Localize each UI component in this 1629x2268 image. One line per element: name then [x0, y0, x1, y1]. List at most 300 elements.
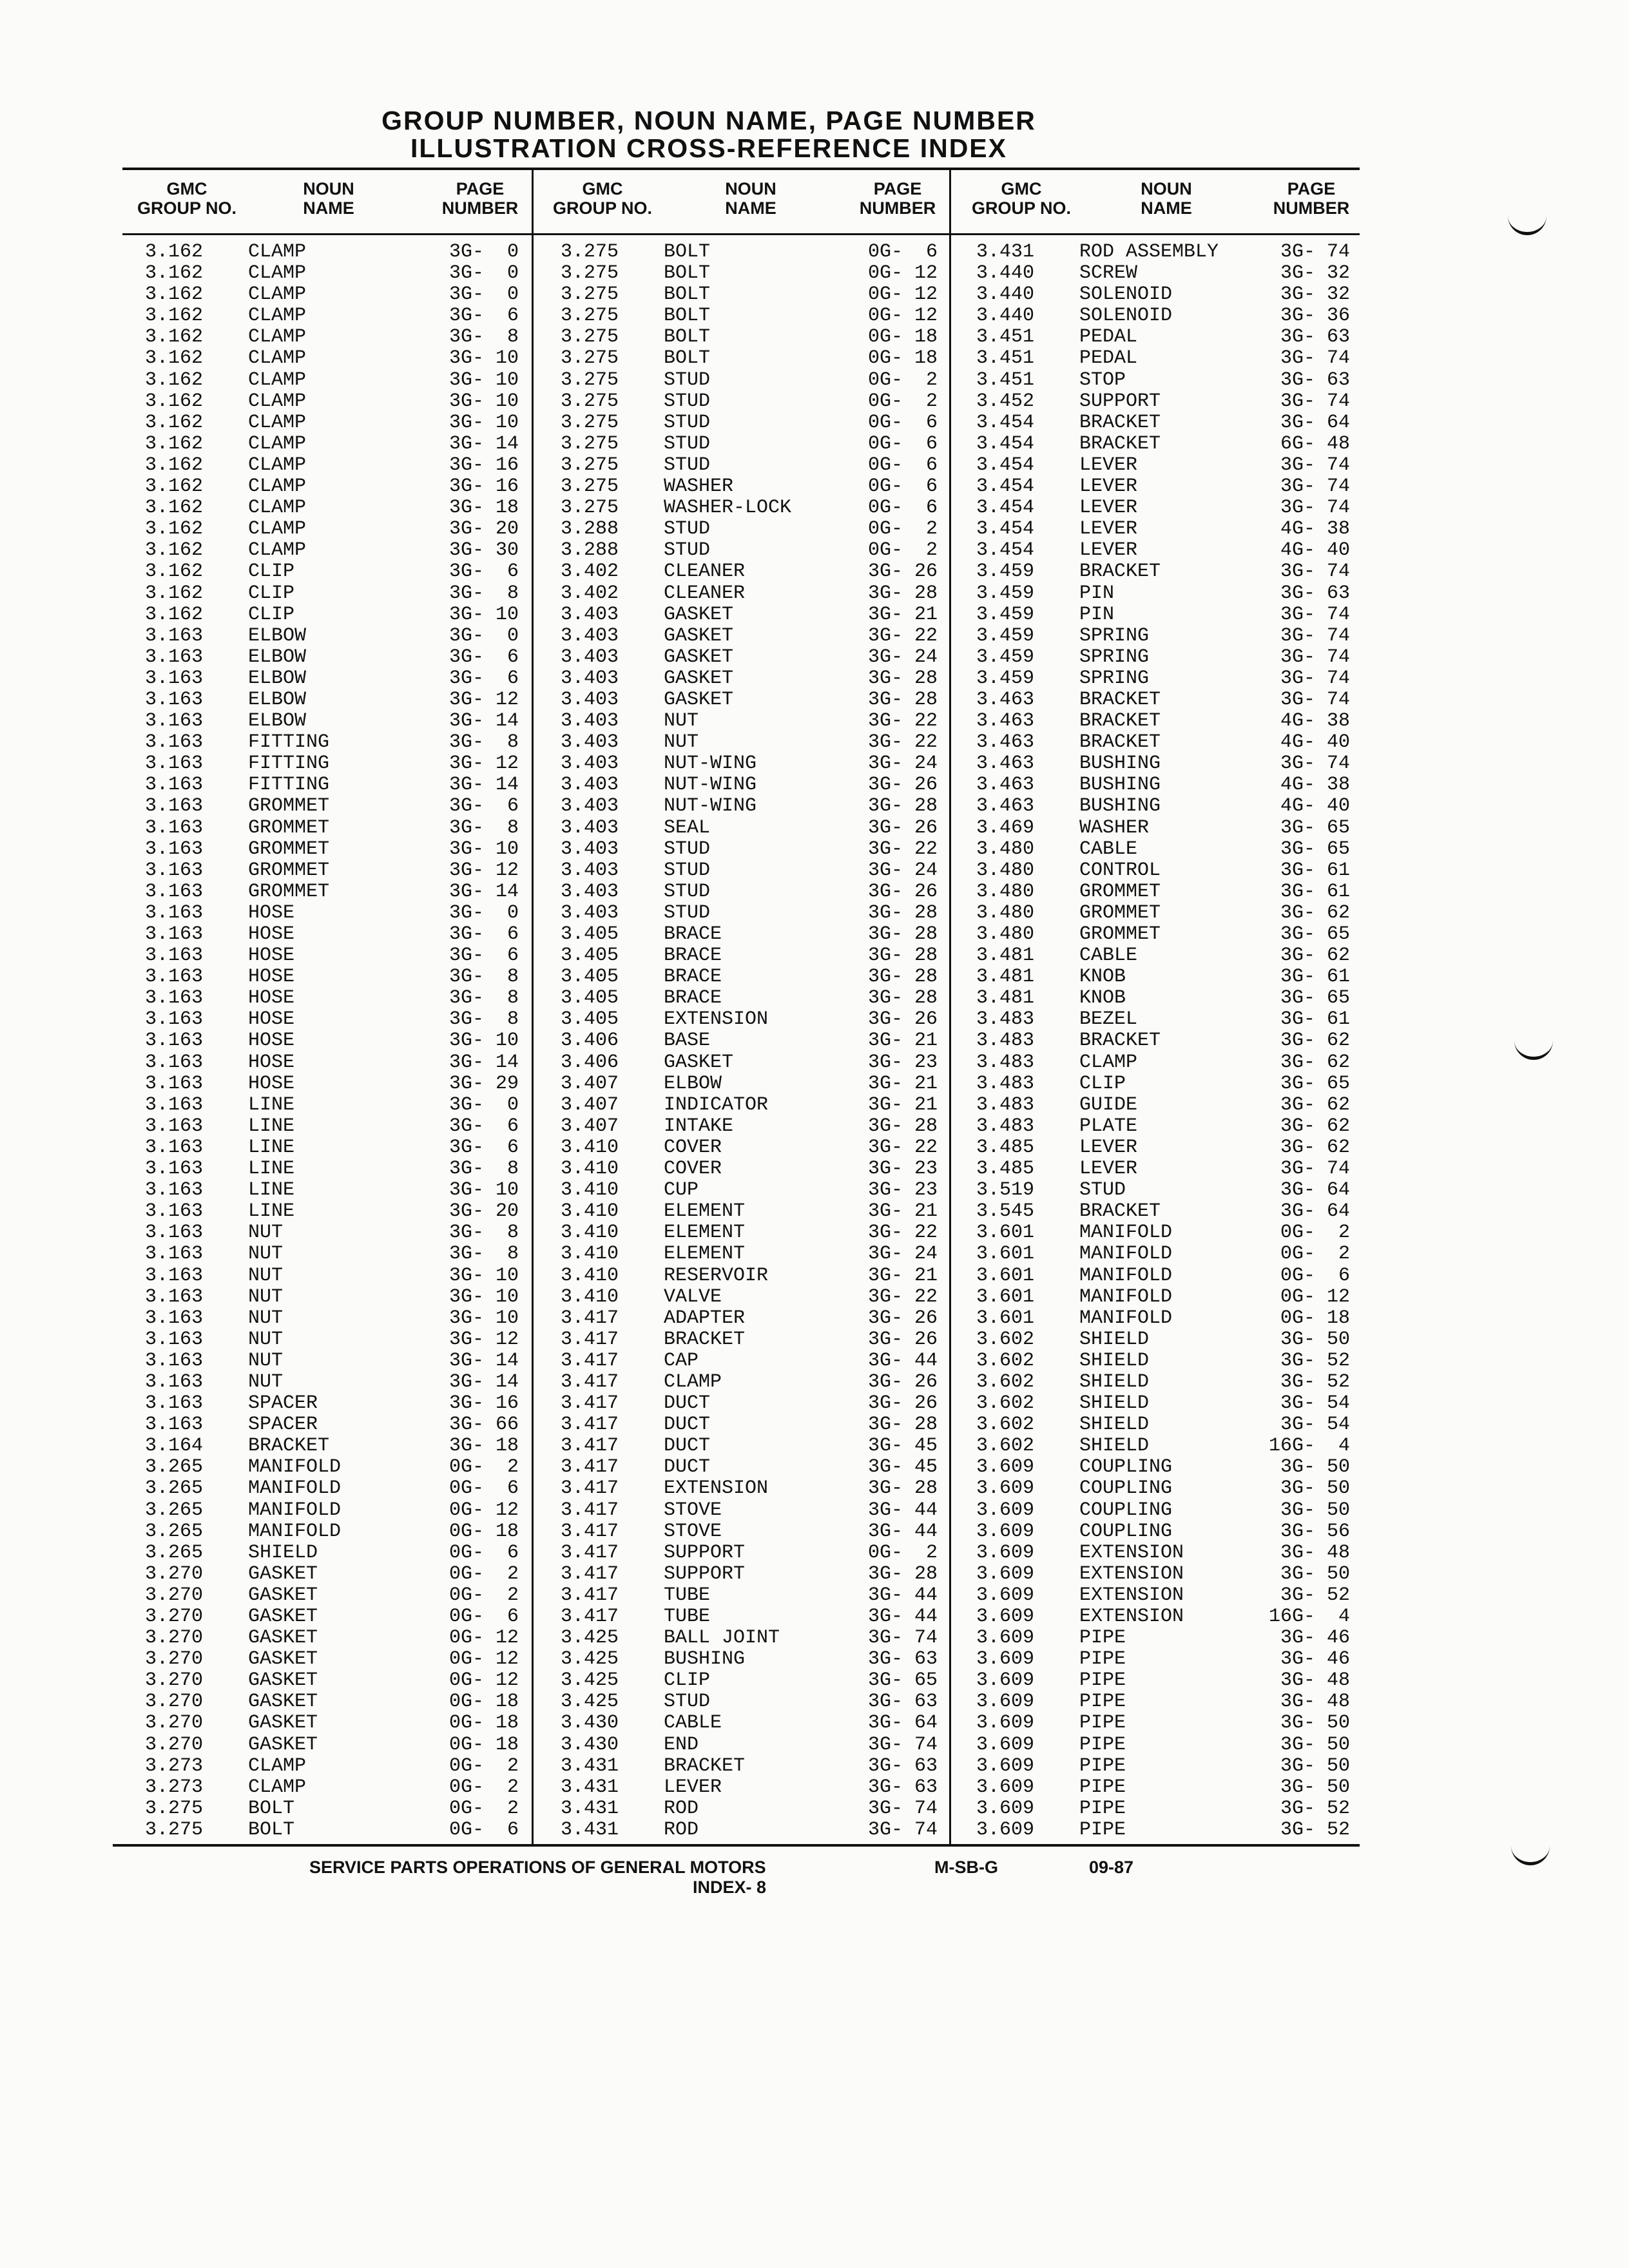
header-noun-name: NOUN NAME — [1141, 179, 1192, 218]
noun-name: STOP — [1079, 369, 1126, 391]
index-row — [145, 1222, 519, 1244]
noun-name: CLAMP — [248, 518, 307, 541]
index-row — [145, 370, 519, 391]
group-number: 3.440 — [976, 262, 1035, 285]
index-row — [976, 561, 1350, 582]
noun-name: LEVER — [1079, 539, 1138, 562]
group-number: 3.410 — [561, 1243, 619, 1265]
page-number: 3G- 61 — [1280, 966, 1350, 988]
page-number: 0G- 6 — [867, 476, 938, 498]
index-row — [561, 988, 938, 1009]
group-number: 3.163 — [145, 1008, 204, 1031]
index-row — [976, 348, 1350, 369]
group-number: 3.481 — [976, 966, 1035, 988]
noun-name: MANIFOLD — [248, 1456, 342, 1479]
noun-name: BOLT — [664, 305, 711, 327]
noun-name: GASKET — [664, 646, 734, 668]
index-row — [976, 924, 1350, 945]
page-number: 3G- 65 — [1280, 923, 1350, 945]
noun-name: LEVER — [1079, 476, 1138, 498]
group-number: 3.403 — [561, 688, 619, 711]
noun-name: ELEMENT — [664, 1243, 746, 1265]
page-number: 3G- 10 — [448, 1179, 519, 1202]
page-number: 3G- 26 — [867, 1008, 938, 1031]
page-number: 3G- 14 — [448, 880, 519, 903]
noun-name: HOSE — [248, 1008, 295, 1031]
noun-name: STUD — [664, 859, 711, 881]
page-number: 3G- 54 — [1280, 1392, 1350, 1415]
group-number: 3.417 — [561, 1456, 619, 1479]
group-number: 3.451 — [976, 347, 1035, 370]
index-row — [976, 1542, 1350, 1564]
index-row — [561, 1628, 938, 1649]
page-number: 0G- 6 — [448, 1606, 519, 1628]
noun-name: PIPE — [1079, 1754, 1126, 1777]
index-row — [976, 945, 1350, 966]
index-row — [145, 966, 519, 988]
index-row — [976, 412, 1350, 434]
noun-name: LINE — [248, 1093, 295, 1116]
group-number: 3.162 — [145, 476, 204, 498]
noun-name: COVER — [664, 1136, 722, 1158]
group-number: 3.163 — [145, 1158, 204, 1180]
index-row — [561, 860, 938, 881]
page-number: 0G- 18 — [1280, 1307, 1350, 1329]
noun-name: NUT — [248, 1222, 284, 1244]
index-row — [976, 1030, 1350, 1052]
noun-name: SHIELD — [1079, 1414, 1150, 1436]
group-number: 3.454 — [976, 476, 1035, 498]
group-number: 3.162 — [145, 454, 204, 476]
page-number: 4G- 38 — [1280, 774, 1350, 796]
index-row — [976, 966, 1350, 988]
group-number: 3.417 — [561, 1307, 619, 1329]
noun-name: COUPLING — [1079, 1477, 1173, 1500]
group-number: 3.459 — [976, 603, 1035, 626]
index-row — [976, 753, 1350, 774]
noun-name: PIPE — [1079, 1691, 1126, 1713]
noun-name: PEDAL — [1079, 326, 1138, 349]
noun-name: INTAKE — [664, 1115, 734, 1137]
group-number: 3.609 — [976, 1606, 1035, 1628]
page-number: 3G- 74 — [1280, 667, 1350, 689]
noun-name: BOLT — [664, 347, 711, 370]
group-number: 3.425 — [561, 1648, 619, 1671]
group-number: 3.163 — [145, 624, 204, 647]
index-row — [976, 1713, 1350, 1734]
group-number: 3.163 — [145, 795, 204, 818]
group-number: 3.270 — [145, 1669, 204, 1692]
index-row — [145, 412, 519, 434]
page-number: 0G- 2 — [867, 369, 938, 391]
index-row — [561, 1393, 938, 1414]
page-number: 3G- 52 — [1280, 1349, 1350, 1372]
group-number: 3.162 — [145, 497, 204, 519]
group-number: 3.163 — [145, 1328, 204, 1350]
group-number: 3.601 — [976, 1285, 1035, 1308]
page-number: 3G- 30 — [448, 539, 519, 562]
column-divider-1 — [532, 169, 534, 1845]
page-number: 3G- 74 — [1280, 390, 1350, 412]
group-number: 3.417 — [561, 1541, 619, 1564]
table-bottom-rule — [113, 1844, 1360, 1847]
group-number: 3.163 — [145, 966, 204, 988]
page-number: 3G- 63 — [1280, 582, 1350, 604]
page-number: 3G- 14 — [448, 1370, 519, 1393]
page-number: 3G- 16 — [448, 1392, 519, 1415]
noun-name: BRACKET — [1079, 411, 1161, 434]
page-number: 3G- 50 — [1280, 1499, 1350, 1521]
index-row — [976, 1372, 1350, 1393]
index-row — [561, 1372, 938, 1393]
group-number: 3.451 — [976, 369, 1035, 391]
group-number: 3.163 — [145, 1349, 204, 1372]
noun-name: GASKET — [248, 1712, 318, 1735]
page-number: 0G- 12 — [1280, 1285, 1350, 1308]
group-number: 3.275 — [561, 497, 619, 519]
page-number: 3G- 46 — [1280, 1627, 1350, 1649]
noun-name: SPACER — [248, 1414, 318, 1436]
page-number: 3G- 50 — [1280, 1733, 1350, 1756]
index-row — [561, 1521, 938, 1542]
group-number: 3.162 — [145, 603, 204, 626]
noun-name: BRACKET — [1079, 1030, 1161, 1052]
group-number: 3.454 — [976, 432, 1035, 455]
group-number: 3.425 — [561, 1669, 619, 1692]
page-number: 3G- 65 — [1280, 1072, 1350, 1095]
noun-name: DUCT — [664, 1435, 711, 1457]
group-number: 3.609 — [976, 1669, 1035, 1692]
page-number: 3G- 10 — [448, 1285, 519, 1308]
page-number: 3G- 74 — [1280, 1158, 1350, 1180]
page-number: 3G- 28 — [867, 1477, 938, 1500]
group-number: 3.403 — [561, 880, 619, 903]
page-number: 0G- 12 — [448, 1648, 519, 1671]
noun-name: SPACER — [248, 1392, 318, 1415]
index-row — [145, 1265, 519, 1287]
page-number: 3G- 50 — [1280, 1562, 1350, 1585]
noun-name: SUPPORT — [1079, 390, 1161, 412]
group-number: 3.483 — [976, 1051, 1035, 1073]
page-number: 0G- 2 — [448, 1754, 519, 1777]
group-number: 3.275 — [561, 411, 619, 434]
group-number: 3.609 — [976, 1776, 1035, 1798]
index-row — [561, 1585, 938, 1606]
page-number: 3G- 6 — [448, 561, 519, 583]
index-row — [145, 924, 519, 945]
group-number: 3.485 — [976, 1136, 1035, 1158]
header-page-number: PAGE NUMBER — [441, 179, 519, 218]
noun-name: LINE — [248, 1200, 295, 1223]
index-row — [976, 1691, 1350, 1713]
group-number: 3.483 — [976, 1030, 1035, 1052]
header-group-no: GMC GROUP NO. — [971, 179, 1072, 218]
group-number: 3.480 — [976, 880, 1035, 903]
page-number: 3G- 74 — [1280, 753, 1350, 775]
group-number: 3.163 — [145, 1051, 204, 1073]
page-number: 3G- 8 — [448, 326, 519, 349]
index-row — [976, 1478, 1350, 1499]
noun-name: VALVE — [664, 1285, 722, 1308]
group-number: 3.265 — [145, 1456, 204, 1479]
noun-name: STUD — [664, 432, 711, 455]
page-number: 3G- 74 — [867, 1818, 938, 1841]
page-number: 3G- 66 — [448, 1414, 519, 1436]
group-number: 3.275 — [561, 390, 619, 412]
noun-name: SUPPORT — [664, 1562, 746, 1585]
noun-name: MANIFOLD — [248, 1520, 342, 1542]
index-row — [976, 1414, 1350, 1436]
group-number: 3.163 — [145, 1414, 204, 1436]
page-number: 3G- 28 — [867, 582, 938, 604]
index-row — [145, 1542, 519, 1564]
index-row — [976, 455, 1350, 476]
page-number: 3G- 44 — [867, 1499, 938, 1521]
page-number: 3G- 62 — [1280, 945, 1350, 967]
index-row — [561, 1073, 938, 1095]
noun-name: BRACKET — [664, 1754, 746, 1777]
page-number: 3G- 6 — [448, 945, 519, 967]
noun-name: GASKET — [248, 1733, 318, 1756]
index-row — [145, 945, 519, 966]
index-row — [561, 1052, 938, 1073]
index-row — [145, 1649, 519, 1670]
index-row — [976, 1564, 1350, 1585]
noun-name: GROMMET — [1079, 901, 1161, 924]
group-number: 3.406 — [561, 1030, 619, 1052]
noun-name: GASKET — [248, 1562, 318, 1585]
noun-name: HOSE — [248, 1051, 295, 1073]
group-number: 3.609 — [976, 1818, 1035, 1841]
group-number: 3.163 — [145, 1307, 204, 1329]
index-row — [145, 1308, 519, 1329]
noun-name: SHIELD — [1079, 1328, 1150, 1350]
group-number: 3.480 — [976, 838, 1035, 860]
index-row — [976, 604, 1350, 626]
noun-name: CLIP — [248, 603, 295, 626]
noun-name: CAP — [664, 1349, 699, 1372]
noun-name: CLAMP — [664, 1370, 722, 1393]
index-row — [145, 1777, 519, 1798]
group-number: 3.162 — [145, 241, 204, 263]
index-row — [976, 1116, 1350, 1137]
header-noun-name: NOUN NAME — [725, 179, 776, 218]
group-number: 3.162 — [145, 305, 204, 327]
group-number: 3.440 — [976, 284, 1035, 306]
index-row — [976, 1777, 1350, 1798]
noun-name: BRACKET — [1079, 432, 1161, 455]
group-number: 3.163 — [145, 1222, 204, 1244]
group-number: 3.481 — [976, 945, 1035, 967]
group-number: 3.403 — [561, 774, 619, 796]
footer-publisher: SERVICE PARTS OPERATIONS OF GENERAL MOTORS — [309, 1858, 766, 1877]
group-number: 3.602 — [976, 1435, 1035, 1457]
page-number: 0G- 2 — [448, 1584, 519, 1606]
index-row — [561, 263, 938, 284]
group-number: 3.163 — [145, 838, 204, 860]
noun-name: STOVE — [664, 1520, 722, 1542]
index-row — [561, 1180, 938, 1201]
group-number: 3.425 — [561, 1627, 619, 1649]
noun-name: GASKET — [248, 1669, 318, 1692]
page-number: 3G- 21 — [867, 603, 938, 626]
group-number: 3.454 — [976, 497, 1035, 519]
noun-name: LEVER — [664, 1776, 722, 1798]
group-number: 3.163 — [145, 688, 204, 711]
group-number: 3.459 — [976, 667, 1035, 689]
page-number: 3G- 6 — [448, 1136, 519, 1158]
index-row — [145, 1735, 519, 1756]
index-row — [145, 1073, 519, 1095]
group-number: 3.164 — [145, 1435, 204, 1457]
index-row — [145, 1500, 519, 1521]
index-row — [561, 1329, 938, 1350]
noun-name: NUT — [664, 710, 699, 733]
noun-name: COUPLING — [1079, 1499, 1173, 1521]
index-row — [561, 1009, 938, 1030]
noun-name: CLAMP — [248, 262, 307, 285]
page-number: 3G- 23 — [867, 1051, 938, 1073]
noun-name: BOLT — [664, 241, 711, 263]
noun-name: BOLT — [248, 1797, 295, 1820]
noun-name: FITTING — [248, 731, 330, 754]
index-row — [561, 1436, 938, 1457]
group-number: 3.609 — [976, 1627, 1035, 1649]
noun-name: ELBOW — [248, 688, 307, 711]
binder-hole-mark — [1514, 1037, 1553, 1060]
page-number: 3G- 14 — [448, 1051, 519, 1073]
group-number: 3.163 — [145, 1243, 204, 1265]
page-number: 3G- 22 — [867, 838, 938, 860]
index-row — [561, 1201, 938, 1222]
page-number: 3G- 10 — [448, 347, 519, 370]
page-number: 3G- 74 — [1280, 241, 1350, 263]
group-number: 3.162 — [145, 411, 204, 434]
index-row — [976, 711, 1350, 732]
group-number: 3.483 — [976, 1115, 1035, 1137]
column-divider-2 — [949, 169, 951, 1845]
noun-name: ELBOW — [248, 624, 307, 647]
noun-name: NUT — [248, 1370, 284, 1393]
page-number: 3G- 14 — [448, 774, 519, 796]
index-row — [561, 1777, 938, 1798]
group-number: 3.405 — [561, 923, 619, 945]
page-number: 3G- 50 — [1280, 1776, 1350, 1798]
noun-name: BUSHING — [1079, 795, 1161, 818]
index-row — [976, 1628, 1350, 1649]
page-number: 3G- 74 — [867, 1627, 938, 1649]
group-number: 3.163 — [145, 1030, 204, 1052]
index-row — [145, 818, 519, 839]
page-number: 3G- 22 — [867, 1222, 938, 1244]
page-number: 3G- 74 — [867, 1733, 938, 1756]
header-bottom-rule — [122, 233, 1360, 235]
page-number: 3G- 26 — [867, 1370, 938, 1393]
group-number: 3.609 — [976, 1691, 1035, 1713]
index-row — [561, 1606, 938, 1628]
noun-name: GROMMET — [248, 795, 330, 818]
index-row — [976, 1308, 1350, 1329]
index-row — [145, 1030, 519, 1052]
noun-name: MANIFOLD — [248, 1499, 342, 1521]
noun-name: NUT — [248, 1243, 284, 1265]
group-number: 3.601 — [976, 1222, 1035, 1244]
noun-name: ELBOW — [664, 1072, 722, 1095]
group-number: 3.270 — [145, 1584, 204, 1606]
page-number: 3G- 0 — [448, 624, 519, 647]
index-row — [976, 647, 1350, 668]
index-row — [561, 370, 938, 391]
index-row — [145, 881, 519, 903]
noun-name: BRACE — [664, 966, 722, 988]
index-row — [976, 1201, 1350, 1222]
index-row — [561, 1244, 938, 1265]
noun-name: NUT — [664, 731, 699, 754]
noun-name: LEVER — [1079, 497, 1138, 519]
index-row — [145, 903, 519, 924]
page-number: 3G- 62 — [1280, 901, 1350, 924]
page-number: 3G- 21 — [867, 1030, 938, 1052]
noun-name: ROD — [664, 1797, 699, 1820]
index-row — [561, 1095, 938, 1116]
group-number: 3.162 — [145, 284, 204, 306]
index-row — [561, 1542, 938, 1564]
group-number: 3.454 — [976, 411, 1035, 434]
group-number: 3.163 — [145, 901, 204, 924]
page-number: 3G- 18 — [448, 497, 519, 519]
page-number: 3G- 56 — [1280, 1520, 1350, 1542]
noun-name: NUT-WING — [664, 774, 757, 796]
noun-name: MANIFOLD — [1079, 1307, 1173, 1329]
index-row — [976, 1073, 1350, 1095]
group-number: 3.403 — [561, 753, 619, 775]
page-number: 3G- 8 — [448, 816, 519, 839]
noun-name: NUT-WING — [664, 753, 757, 775]
index-row — [145, 1756, 519, 1777]
noun-name: GASKET — [248, 1627, 318, 1649]
index-row — [145, 263, 519, 284]
index-row — [976, 1393, 1350, 1414]
group-number: 3.273 — [145, 1754, 204, 1777]
index-row — [561, 1798, 938, 1820]
index-row — [976, 1095, 1350, 1116]
noun-name: MANIFOLD — [1079, 1285, 1173, 1308]
index-row — [976, 796, 1350, 817]
noun-name: MANIFOLD — [1079, 1222, 1173, 1244]
group-number: 3.163 — [145, 1370, 204, 1393]
page-number: 16G- 4 — [1268, 1606, 1350, 1628]
group-number: 3.163 — [145, 1285, 204, 1308]
index-row — [976, 1137, 1350, 1158]
noun-name: FITTING — [248, 753, 330, 775]
page-number: 3G- 64 — [867, 1712, 938, 1735]
group-number: 3.270 — [145, 1691, 204, 1713]
page-number: 0G- 6 — [448, 1477, 519, 1500]
index-column-1 — [145, 242, 519, 1841]
index-row — [561, 455, 938, 476]
index-row — [561, 796, 938, 817]
group-number: 3.407 — [561, 1115, 619, 1137]
page-number: 3G- 50 — [1280, 1456, 1350, 1479]
page-number: 3G- 74 — [1280, 347, 1350, 370]
page-number: 3G- 8 — [448, 1158, 519, 1180]
index-row — [976, 497, 1350, 519]
index-row — [561, 945, 938, 966]
page-number: 3G- 24 — [867, 1243, 938, 1265]
group-number: 3.403 — [561, 667, 619, 689]
index-row — [976, 839, 1350, 860]
group-number: 3.275 — [561, 476, 619, 498]
